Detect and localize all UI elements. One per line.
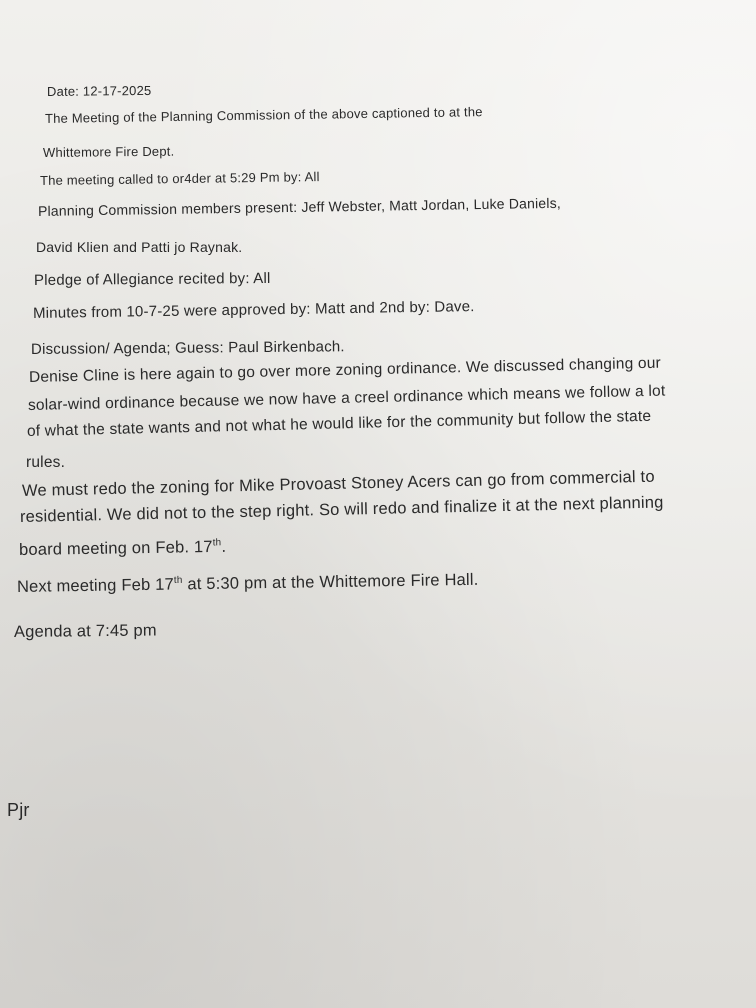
paragraph-2-line-3-text: board meeting on Feb. 17	[18, 537, 213, 559]
paragraph-2-superscript: th	[212, 537, 222, 549]
next-meeting-text: Next meeting Feb 17	[16, 575, 175, 596]
paragraph-2-line-3-end: .	[221, 537, 227, 556]
signature-initials: Pjr	[7, 800, 30, 820]
next-meeting-text-end: at 5:30 pm at the Whittemore Fire Hall.	[182, 570, 479, 594]
intro-line-2: Whittemore Fire Dept.	[42, 143, 175, 160]
paragraph-1-line-3: of what the state wants and not what he would like for the community but follow the state	[26, 407, 652, 440]
minutes-line: Minutes from 10-7-25 were approved by: Matt and 2nd by: Dave.	[32, 298, 475, 322]
next-meeting-superscript: th	[173, 574, 183, 587]
discussion-line: Discussion/ Agenda; Guess: Paul Birkenbach.	[30, 338, 345, 358]
paragraph-1-line-1: Denise Cline is here again to go over more zoning ordinance. We discussed changing our	[28, 354, 662, 386]
paragraph-1-line-4: rules.	[26, 454, 66, 471]
date-line: Date: 12-17-2025	[46, 82, 152, 99]
paragraph-2-line-3	[19, 538, 226, 560]
agenda-time-line: Agenda at 7:45 pm	[13, 621, 157, 641]
paragraph-1-line-2: solar-wind ordinance because we now have a creel ordinance which means we follow a lot	[27, 382, 666, 414]
members-line-2: David Klien and Patti jo Raynak.	[36, 239, 243, 255]
paragraph-2-line-1: We must redo the zoning for Mike Provoast Stoney Acers can go from commercial to	[21, 467, 655, 500]
next-meeting-line	[17, 571, 479, 597]
pledge-line: Pledge of Allegiance recited by: All	[33, 269, 271, 289]
paragraph-2-line-2: residential. We did not to the step right. So will redo and finalize it at the next planning	[19, 493, 664, 526]
called-to-order-line: The meeting called to or4der at 5:29 Pm by: All	[39, 169, 320, 188]
intro-line-1: The Meeting of the Planning Commission of the above captioned to at the	[44, 104, 483, 126]
members-line-1: Planning Commission members present: Jeff Webster, Matt Jordan, Luke Daniels,	[37, 194, 562, 219]
